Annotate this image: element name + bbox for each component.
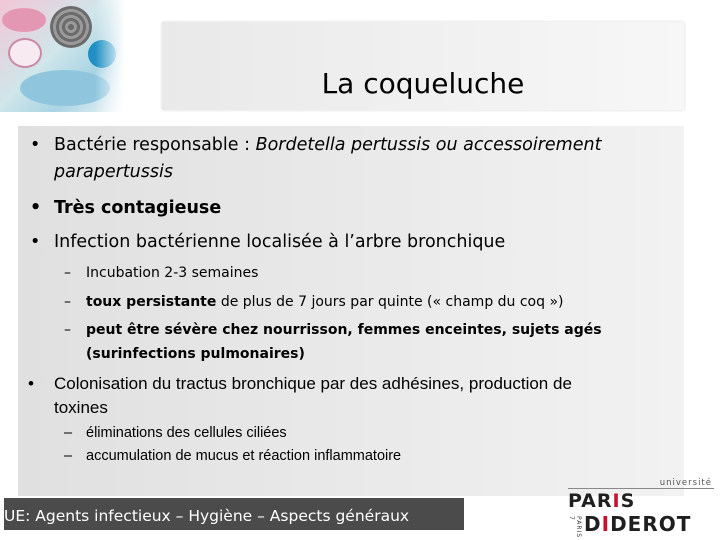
bullet-dot: • [30, 198, 42, 218]
title-box [162, 22, 684, 110]
bullet-colonisation: • Colonisation du tractus bronchique par des adhésines, production de toxines [28, 374, 572, 417]
logo-diderot: DIDEROT [584, 512, 692, 536]
paris-diderot-logo [566, 478, 716, 539]
sub-bullet-mucus: – accumulation de mucus et réaction inflammatoire [64, 448, 402, 464]
decorative-microscopy-image [0, 0, 125, 112]
footer-text: UE: Agents infectieux – Hygiène – Aspects généraux [4, 507, 410, 525]
sub-bullet-eliminations: – éliminations des cellules ciliées [64, 425, 287, 441]
slide-title: La coqueluche [321, 67, 525, 100]
bullet-infection: • Infection bactérienne localisée à l’arbre bronchique [54, 229, 505, 256]
logo-universite-label: université [659, 478, 712, 488]
logo-side-text: PARIS 7 [568, 516, 582, 539]
sub-bullet-severe: – peut être sévère chez nourrisson, femmes enceintes, sujets agés (surinfections pulmonaires) [64, 322, 602, 362]
bullet-contagieuse: • Très contagieuse [54, 195, 221, 222]
sub-bullet-incubation: – Incubation 2-3 semaines [64, 265, 259, 281]
bullet-dot: • [30, 135, 41, 155]
bullet-dot: • [28, 374, 34, 393]
sub-bullet-toux: – toux persistante de plus de 7 jours par quinte (« champ du coq ») [64, 294, 564, 310]
bullet-bacterie: • Bactérie responsable : Bordetella pertussis ou accessoirement parapertussis [54, 132, 674, 186]
logo-paris: PARIS [568, 490, 636, 512]
bullet-dot: • [30, 232, 41, 252]
